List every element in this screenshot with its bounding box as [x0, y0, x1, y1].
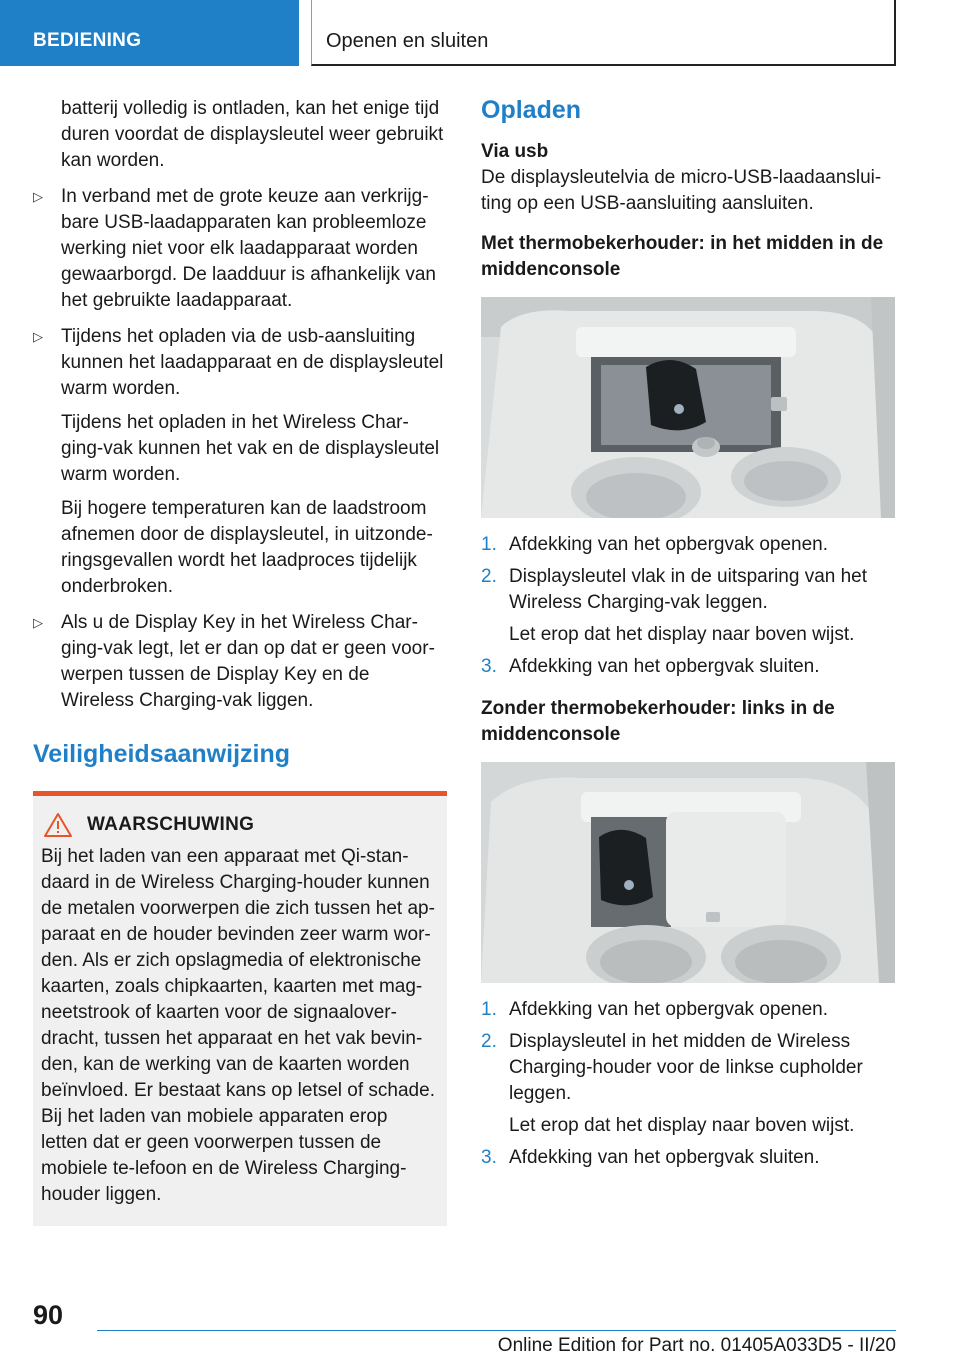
- step-note: Let erop dat het display naar boven wijst.: [509, 1115, 855, 1136]
- usb-heading: Via usb: [481, 141, 549, 162]
- step-text: Afdekking van het opbergvak openen.: [509, 534, 829, 555]
- usb-text: De displaysleutelvia de micro-USB-laadaanslui-ting op een USB-aansluiting aansluiten.: [481, 167, 882, 214]
- step-text: Afdekking van het opbergvak sluiten.: [509, 656, 820, 677]
- warning-box: [33, 796, 447, 1226]
- section1-heading: Met thermobekerhouder: in het midden in de middenconsole: [481, 233, 884, 280]
- step-item: [481, 1145, 895, 1171]
- footer-rule: [97, 1330, 896, 1331]
- step-number: 2.: [481, 1031, 497, 1052]
- topic-title: Openen en sluiten: [311, 0, 896, 66]
- bullet-item: [33, 610, 447, 714]
- step-item: [481, 1029, 895, 1107]
- step-item: [481, 532, 895, 558]
- right-column: [481, 96, 895, 1171]
- bullet-item: [33, 324, 447, 402]
- left-column: [33, 96, 447, 1226]
- warning-header: [41, 810, 439, 840]
- bullet-continuation: Tijdens het opladen in het Wireless Char-ging-vak kunnen het vak en de displaysleutel warm worden.: [61, 412, 440, 485]
- intro-paragraph: batterij volledig is ontladen, kan het enige tijd duren voordat de displaysleutel weer gebruikt kan worden.: [61, 98, 444, 171]
- step-item: [481, 997, 895, 1023]
- warning-text: Bij het laden van een apparaat met Qi-stan-daard in de Wireless Charging-houder kunnen de metalen voorwerpen die zich tussen het ap-paraat en de houder bevinden zeer warm wor-den. Als er zich opslagmedia of elektronische kaarten, zoals chipkaarten, kaarten met mag-neetstrook of kaarten voor de signaalover-dracht, tussen het apparaat en het vak bevin-den, kan de werking van de kaarten worden beïnvloed. Er bestaat kans op letsel of schade. Bij het laden van mobiele apparaten erop letten dat er geen voorwerpen tussen de mobiele te-lefoon en de Wireless Charging-houder liggen.: [41, 846, 435, 1205]
- bullet-text: Als u de Display Key in het Wireless Char-ging-vak legt, let er dan op dat er geen voor-werpen tussen de Display Key en de Wireless Charging-vak liggen.: [61, 612, 435, 711]
- step-number: 3.: [481, 1147, 497, 1168]
- page-number: 90: [33, 1300, 64, 1330]
- bullet-triangle-icon: ▷: [33, 329, 43, 344]
- step-text: Afdekking van het opbergvak sluiten.: [509, 1147, 820, 1168]
- step-item: [481, 654, 895, 680]
- bullet-triangle-icon: ▷: [33, 615, 43, 630]
- bullet-triangle-icon: ▷: [33, 189, 43, 204]
- step-text: Afdekking van het opbergvak openen.: [509, 999, 829, 1020]
- step-item: [481, 564, 895, 616]
- step-number: 1.: [481, 534, 497, 555]
- bullet-text: In verband met de grote keuze aan verkrijg-bare USB-laadapparaten kan probleemloze werking niet voor elk laadapparaat worden gewaarborgd. De laadduur is afhankelijk van het gebruikte laadapparaat.: [61, 186, 436, 311]
- step-text: Displaysleutel in het midden de Wireless Charging-houder voor de linkse cupholder leggen.: [509, 1031, 863, 1104]
- step-number: 2.: [481, 566, 497, 587]
- step-number: 1.: [481, 999, 497, 1020]
- bullet-continuation: Bij hogere temperaturen kan de laadstroom afnemen door de displaysleutel, in uitzonde-ringsgevallen wordt het laadproces tijdelijk onderbroken.: [61, 498, 433, 597]
- section2-heading: Zonder thermobekerhouder: links in de middenconsole: [481, 698, 835, 745]
- step-note: Let erop dat het display naar boven wijst.: [509, 624, 855, 645]
- console-photo-without-cupholder: [481, 762, 895, 983]
- charging-heading: Opladen: [481, 96, 582, 124]
- footer-edition: Online Edition for Part no. 01405A033D5 - II/20: [497, 1335, 896, 1356]
- console-photo-with-cupholder: [481, 297, 895, 518]
- safety-heading: Veiligheidsaanwijzing: [33, 740, 291, 768]
- bullet-text: Tijdens het opladen via de usb-aansluiting kunnen het laadapparaat en de displaysleutel warm worden.: [61, 326, 444, 399]
- warning-title: WAARSCHUWING: [87, 814, 255, 835]
- section-tab: BEDIENING: [0, 0, 299, 66]
- warning-triangle-icon: [43, 812, 73, 838]
- step-text: Displaysleutel vlak in de uitsparing van het Wireless Charging-vak leggen.: [509, 566, 868, 613]
- step-number: 3.: [481, 656, 497, 677]
- bullet-item: [33, 184, 447, 314]
- page-header: [0, 0, 960, 66]
